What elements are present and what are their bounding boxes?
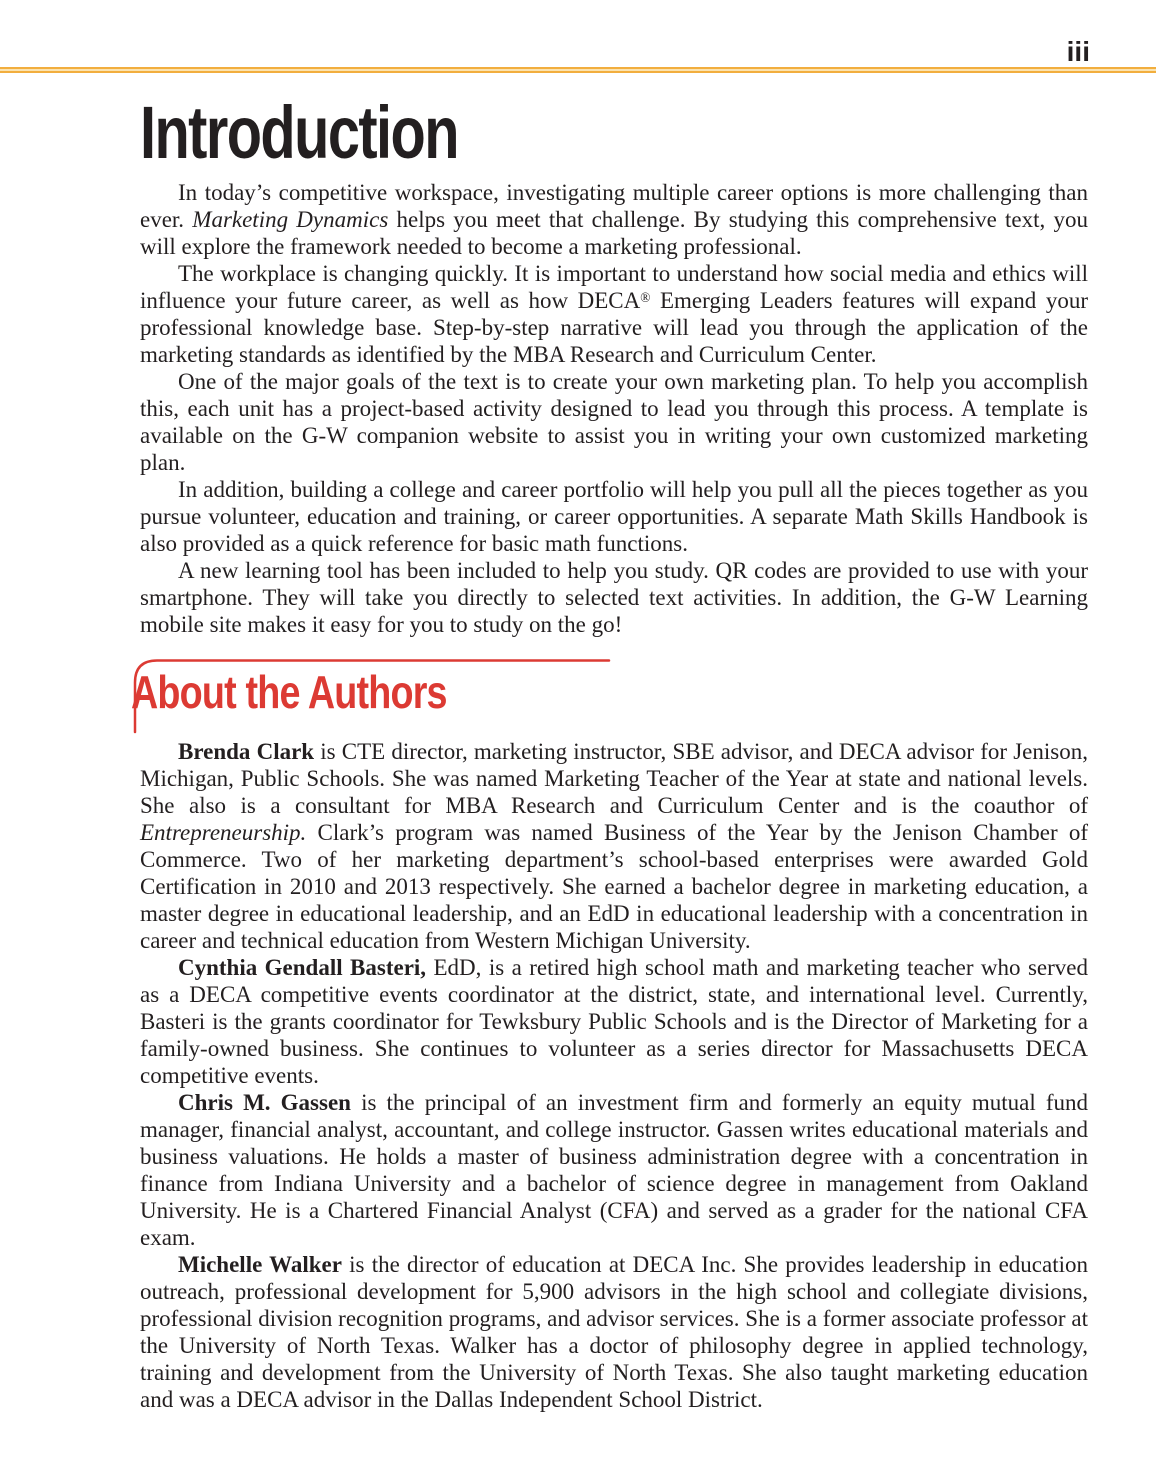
author-paragraph: Michelle Walker is the director of education at DECA Inc. She provides leadership in education outreach, professional development for 5,900 advisors in the high school and collegiate divisions, professional division recognition programs, and advisor services. She is a former associate professor at the University of North Texas. Walker has a doctor of philosophy degree in applied technology, training and development from the University of North Texas. She also taught marketing education and was a DECA advisor in the Dallas Independent School District.	[140, 1252, 1088, 1412]
author-paragraph: Cynthia Gendall Basteri, EdD, is a retired high school math and marketing teacher who served as a DECA competitive events coordinator at the district, state, and international level. Currently, Basteri is the grants coordinator for Tewksbury Public Schools and is the Director of Marketing for a family-owned business. She continues to volunteer as a series director for Massachusetts DECA competitive events.	[140, 955, 1088, 1088]
intro-paragraph: A new learning tool has been included to help you study. QR codes are provided to use with your smartphone. They will take you directly to selected text activities. In addition, the G-W Learning mobile site makes it easy for you to study on the go!	[140, 558, 1088, 637]
page-number: iii	[1066, 36, 1090, 67]
page-content	[131, 0, 1089, 1413]
intro-paragraph: One of the major goals of the text is to create your own marketing plan. To help you accomplish this, each unit has a project-based activity designed to lead you through this process. A template is available on the G-W companion website to assist you in writing your own customized marketing plan.	[140, 369, 1088, 475]
author-paragraph: Chris M. Gassen is the principal of an investment firm and formerly an equity mutual fund manager, financial analyst, accountant, and college instructor. Gassen writes educational materials and business valuations. He holds a master of business administration degree with a concentration in finance from Indiana University and a bachelor of science degree in management from Oakland University. He is a Chartered Financial Analyst (CFA) and served as a grader for the national CFA exam.	[140, 1090, 1089, 1250]
about-authors-body	[140, 738, 1088, 1413]
intro-paragraph: In addition, building a college and career portfolio will help you pull all the pieces together as you pursue volunteer, education and training, or career opportunities. A separate Math Skills Handbook is also provided as a quick reference for basic math functions.	[140, 477, 1088, 556]
introduction-heading: Introduction	[140, 91, 458, 174]
about-authors-heading: About the Authors	[131, 666, 447, 718]
intro-paragraph: The workplace is changing quickly. It is important to understand how social media and ethics will influence your future career, as well as how DECA® Emerging Leaders features will expand your professional knowledge base. Step-by-step narrative will lead you through the application of the marketing standards as identified by the MBA Research and Curriculum Center.	[140, 261, 1088, 367]
about-authors-header	[131, 658, 1088, 738]
intro-paragraph: In today’s competitive workspace, investigating multiple career options is more challenging than ever. Marketing Dynamics helps you meet that challenge. By studying this comprehensive text, you will explore the framework needed to become a marketing professional.	[140, 180, 1088, 259]
introduction-body	[140, 179, 1088, 638]
author-paragraph: Brenda Clark is CTE director, marketing instructor, SBE advisor, and DECA advisor for Jenison, Michigan, Public Schools. She was named Marketing Teacher of the Year at state and national levels. She also is a consultant for MBA Research and Curriculum Center and is the coauthor of Entrepreneurship. Clark’s program was named Business of the Year by the Jenison Chamber of Commerce. Two of her marketing department’s school-based enterprises were awarded Gold Certification in 2010 and 2013 respectively. She earned a bachelor degree in marketing education, a master degree in educational leadership, and an EdD in educational leadership with a concentration in career and technical education from Western Michigan University.	[140, 739, 1088, 953]
